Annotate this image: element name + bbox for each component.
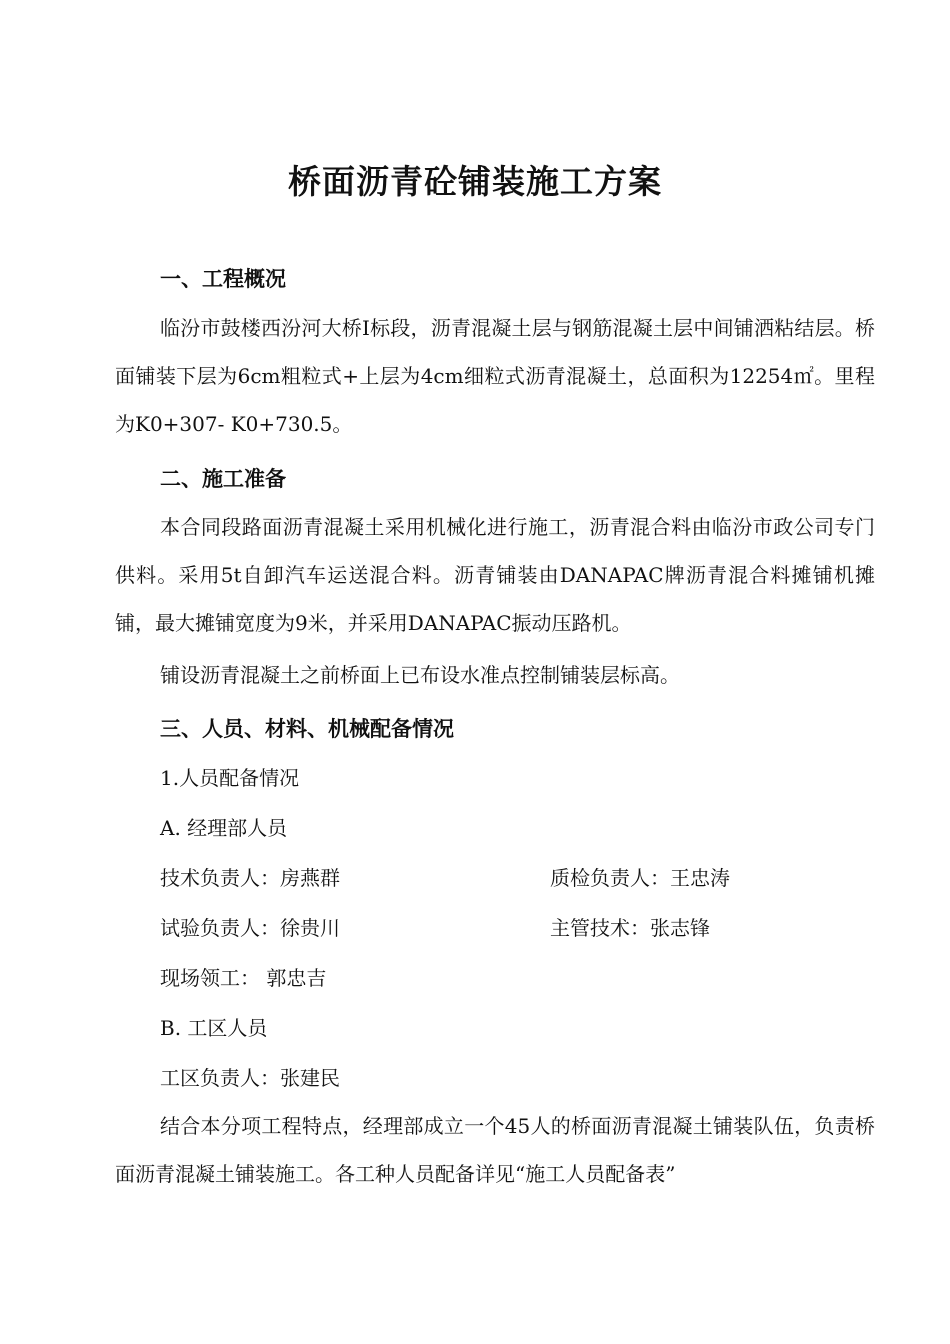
document-title: 桥面沥青砼铺装施工方案: [288, 162, 662, 201]
preparation-paragraph-1: 本合同段路面沥青混凝土采用机械化进行施工，沥青混合料由临汾市政公司专门供料。采用5t自卸汽车运送混合料。沥青铺装由DANAPAC牌沥青混合料摊铺机摊铺，最大摊铺宽度为9米，并采用DANAPAC振动压路机。: [115, 515, 875, 635]
subsection-management-staff: A. 经理部人员: [160, 816, 288, 840]
section-heading-staffing: 三、人员、材料、机械配备情况: [160, 717, 454, 741]
qc-lead: 质检负责人：王忠涛: [550, 866, 730, 890]
staffing-paragraph: 结合本分项工程特点，经理部成立一个45人的桥面沥青混凝土铺装队伍，负责桥面沥青混凝土铺装施工。各工种人员配备详见“施工人员配备表”: [115, 1114, 875, 1186]
tech-lead: 技术负责人：房燕群: [160, 866, 340, 890]
site-foreman: 现场领工： 郭忠吉: [160, 966, 327, 990]
test-lead: 试验负责人：徐贵川: [160, 916, 340, 940]
zone-lead: 工区负责人：张建民: [160, 1066, 340, 1090]
subsection-zone-staff: B. 工区人员: [160, 1016, 268, 1040]
subsection-staffing: 1.人员配备情况: [160, 766, 300, 790]
overview-paragraph: 临汾市鼓楼西汾河大桥Ⅰ标段，沥青混凝土层与钢筋混凝土层中间铺洒粘结层。桥面铺装下层为6cm粗粒式+上层为4cm细粒式沥青混凝土，总面积为12254㎡。里程为K0+307- K0+730.5。: [115, 316, 875, 436]
chief-tech: 主管技术：张志锋: [550, 916, 710, 940]
section-heading-preparation: 二、施工准备: [160, 467, 286, 491]
section-heading-overview: 一、工程概况: [160, 267, 286, 291]
preparation-paragraph-2: 铺设沥青混凝土之前桥面上已布设水准点控制铺装层标高。: [160, 663, 680, 687]
